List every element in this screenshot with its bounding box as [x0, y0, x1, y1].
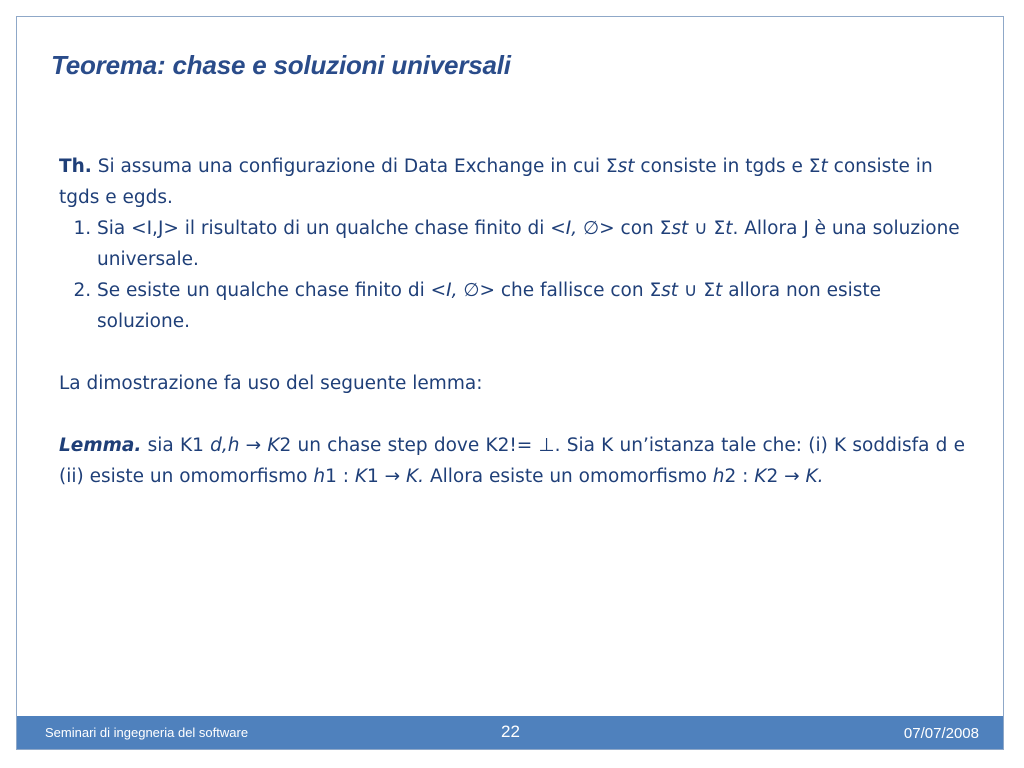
theorem-text: t	[820, 156, 828, 177]
item-text: <I, ∅>	[550, 218, 615, 239]
page-number: 22	[501, 722, 520, 741]
spacer	[59, 337, 965, 368]
lemma-text: 2 un chase step dove K2!= ⊥. Sia K un’istanza tale che: (i) K soddisfa d e (ii) esiste un omomorfismo	[59, 435, 965, 487]
lemma-text: sia K1	[141, 435, 211, 456]
theorem-text: Si assuma una configurazione di Data Exchange in cui Σ	[91, 156, 618, 177]
item-text: allora non esiste soluzione.	[97, 280, 882, 332]
lemma-text: 2 :	[724, 466, 755, 487]
lemma-text: h	[712, 466, 725, 487]
slide-title: Teorema: chase e soluzioni universali	[51, 50, 511, 80]
theorem-statement	[59, 151, 965, 213]
item-text: t	[715, 280, 723, 301]
lemma-text: Allora esiste un omomorfismo	[424, 466, 713, 487]
lemma-text: h	[313, 466, 326, 487]
item-text: Sia <I,J> il risultato di un qualche chase finito di	[97, 218, 551, 239]
item-text: che fallisce con Σ	[494, 280, 662, 301]
theorem-text: st	[617, 156, 635, 177]
lemma-text: K.	[805, 466, 824, 487]
theorem-item-2	[97, 275, 965, 337]
item-text: st	[671, 218, 689, 239]
lemma-text: 1 :	[325, 466, 355, 487]
item-text: ∪ Σ	[678, 280, 716, 301]
spacer	[59, 399, 965, 430]
theorem-text: consiste in tgds e egds.	[59, 156, 933, 208]
slide-content	[59, 151, 965, 492]
lemma-text: K	[354, 466, 367, 487]
theorem-label: Th.	[59, 156, 92, 177]
theorem-list	[59, 213, 965, 337]
lemma-text: →	[239, 435, 268, 456]
lemma-text: 2 →	[766, 466, 806, 487]
item-text: ∪ Σ	[688, 218, 726, 239]
footer-course: Seminari di ingegneria del software	[45, 725, 249, 740]
item-text: st	[661, 280, 679, 301]
lemma-label: Lemma.	[59, 435, 142, 456]
item-text: con Σ	[614, 218, 672, 239]
footer-bar	[17, 716, 1003, 749]
lemma-text: K.	[406, 466, 425, 487]
lemma-statement	[59, 430, 965, 492]
theorem-text: consiste in tgds e Σ	[634, 156, 821, 177]
lemma-text: 1 →	[367, 466, 407, 487]
lemma-text: K	[754, 466, 767, 487]
lemma-text: d,h	[210, 435, 240, 456]
item-text: . Allora J è una soluzione universale.	[97, 218, 960, 270]
item-text: <I, ∅>	[430, 280, 495, 301]
item-text: t	[725, 218, 733, 239]
footer-date: 07/07/2008	[903, 725, 979, 742]
proof-note: La dimostrazione fa uso del seguente lemma:	[59, 373, 483, 394]
lemma-text: K	[267, 435, 280, 456]
item-text: Se esiste un qualche chase finito di	[97, 280, 431, 301]
theorem-item-1	[97, 213, 965, 275]
